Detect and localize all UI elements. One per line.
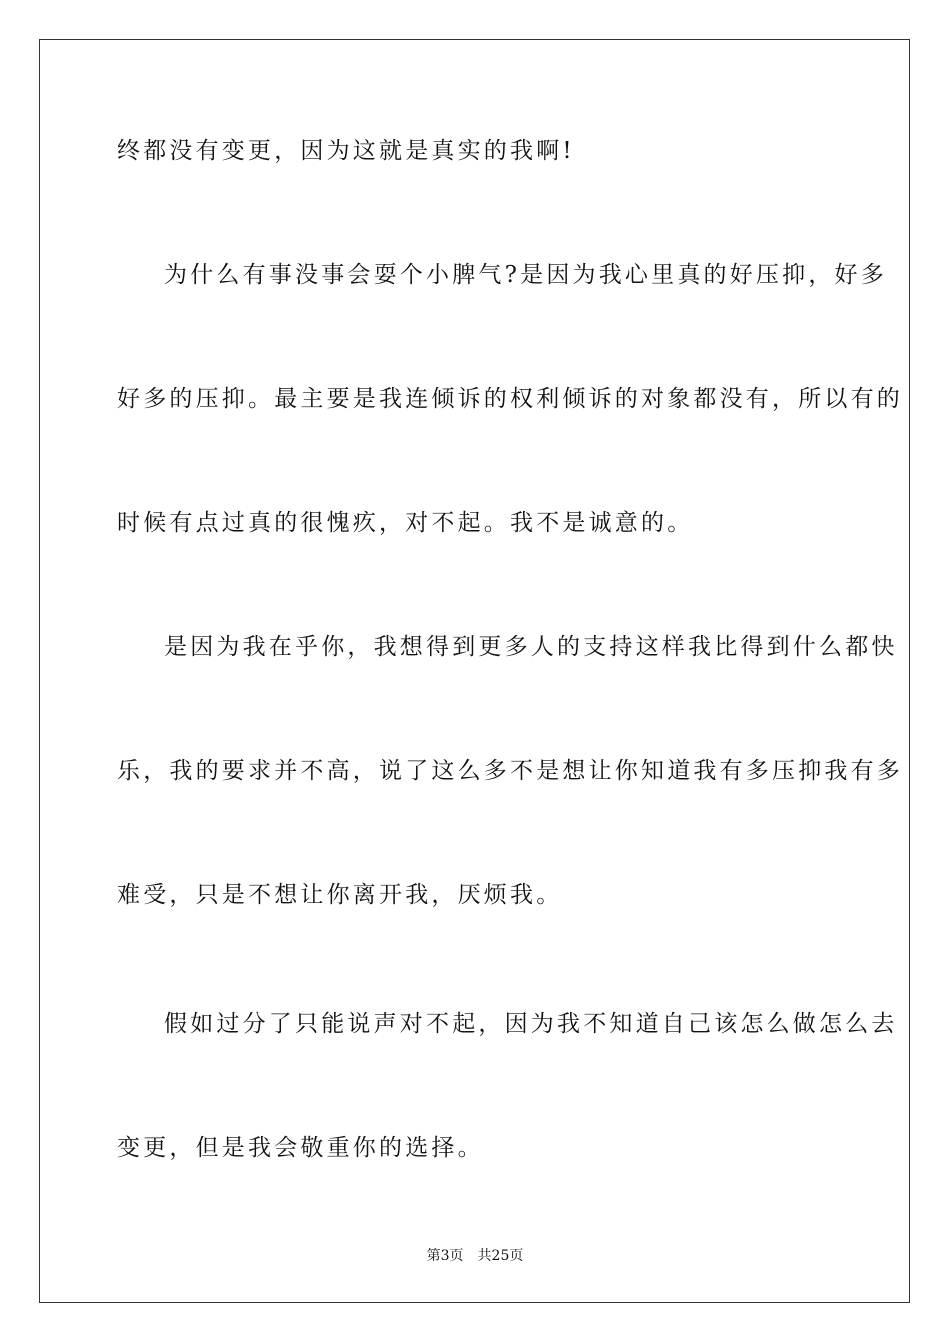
text-line-8: 假如过分了只能说声对不起，因为我不知道自己该怎么做怎么去 — [164, 1011, 898, 1037]
text-line-5: 是因为我在乎你，我想得到更多人的支持这样我比得到什么都快 — [164, 634, 898, 660]
page-number: 第3页 — [426, 1248, 464, 1264]
page-total: 共25页 — [477, 1248, 524, 1264]
text-line-1: 终都没有变更，因为这就是真实的我啊! — [117, 138, 575, 164]
text-line-6: 乐，我的要求并不高，说了这么多不是想让你知道我有多压抑我有多 — [117, 758, 903, 784]
text-line-2: 为什么有事没事会耍个小脾气?是因为我心里真的好压抑，好多 — [164, 262, 887, 288]
page-border — [39, 39, 910, 1303]
text-line-9: 变更，但是我会敬重你的选择。 — [117, 1135, 484, 1161]
text-line-3: 好多的压抑。最主要是我连倾诉的权利倾诉的对象都没有，所以有的 — [117, 386, 903, 412]
text-line-4: 时候有点过真的很愧疚，对不起。我不是诚意的。 — [117, 510, 694, 536]
text-line-7: 难受，只是不想让你离开我，厌烦我。 — [117, 882, 563, 908]
page-footer — [0, 1246, 950, 1266]
